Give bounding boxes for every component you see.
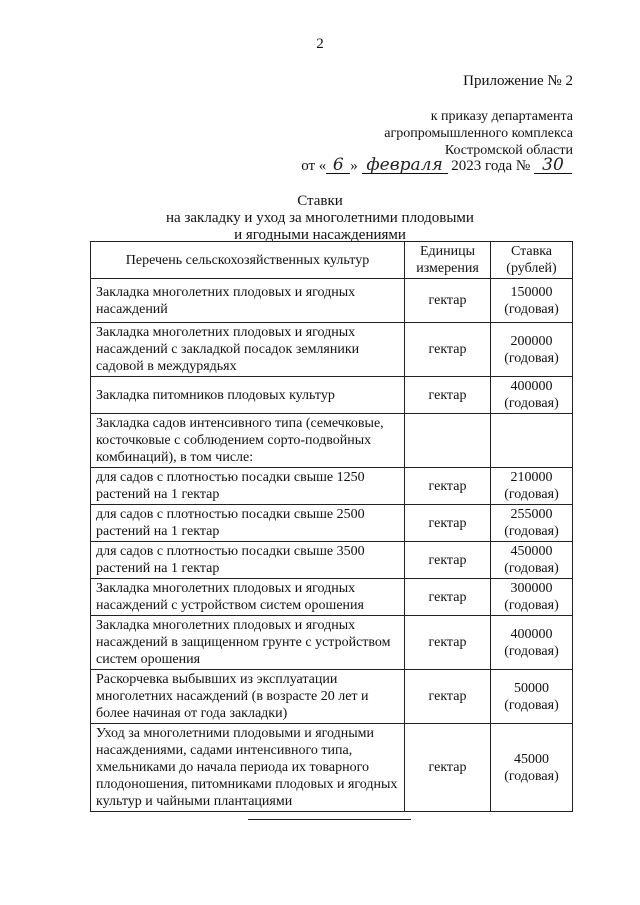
- crop-cell: для садов с плотностью посадки свыше 2500 растений на 1 гектар: [91, 505, 405, 542]
- crop-cell: Закладка многолетних плодовых и ягодных насаждений с закладкой посадок земляники садовой в междурядьях: [91, 323, 405, 377]
- table-header-row: [91, 242, 573, 279]
- table-row: [91, 542, 573, 579]
- rate-cell: 300000 (годовая): [491, 579, 573, 616]
- table-row: [91, 468, 573, 505]
- rate-cell: 50000 (годовая): [491, 670, 573, 724]
- title-line-1: Ставки: [297, 193, 343, 209]
- unit-cell: гектар: [405, 724, 491, 812]
- rate-cell: 400000 (годовая): [491, 377, 573, 414]
- rate-cell: 400000 (годовая): [491, 616, 573, 670]
- document-title: [0, 193, 640, 244]
- crop-cell: Уход за многолетними плодовыми и ягодными насаждениями, садами интенсивного типа, хмельниками до начала периода их товарного плодоношения, питомниками плодовых и ягодных культур и чайными плантациями: [91, 724, 405, 812]
- unit-cell: [405, 414, 491, 468]
- table-row: [91, 377, 573, 414]
- crop-cell: для садов с плотностью посадки свыше 1250 растений на 1 гектар: [91, 468, 405, 505]
- page-number: 2: [316, 36, 324, 52]
- unit-cell: гектар: [405, 670, 491, 724]
- order-number: 30: [534, 157, 572, 174]
- rate-cell: 450000 (годовая): [491, 542, 573, 579]
- order-day: 6: [326, 157, 350, 174]
- order-month: февраля: [362, 157, 448, 174]
- crop-cell: Закладка многолетних плодовых и ягодных насаждений с устройством систем орошения: [91, 579, 405, 616]
- appendix-title: Приложение № 2: [463, 73, 573, 89]
- rates-table: [90, 241, 573, 812]
- crop-cell: Закладка многолетних плодовых и ягодных насаждений: [91, 279, 405, 323]
- unit-cell: гектар: [405, 468, 491, 505]
- crop-cell: Закладка многолетних плодовых и ягодных насаждений в защищенном грунте с устройством систем орошения: [91, 616, 405, 670]
- table-row: [91, 279, 573, 323]
- table-row: [91, 414, 573, 468]
- unit-cell: гектар: [405, 616, 491, 670]
- rate-cell: [491, 414, 573, 468]
- title-line-3: и ягодными насаждениями: [234, 227, 406, 243]
- unit-cell: гектар: [405, 279, 491, 323]
- header-rate: Ставка (рублей): [491, 242, 573, 279]
- unit-cell: гектар: [405, 323, 491, 377]
- header-crops: Перечень сельскохозяйственных культур: [91, 242, 405, 279]
- date-prefix: от «: [301, 158, 327, 174]
- rate-cell: 210000 (годовая): [491, 468, 573, 505]
- order-reference: [384, 108, 573, 159]
- crop-cell: Закладка питомников плодовых культур: [91, 377, 405, 414]
- unit-cell: гектар: [405, 579, 491, 616]
- unit-cell: гектар: [405, 377, 491, 414]
- order-line-3: Костромской области: [444, 143, 573, 158]
- rate-cell: 200000 (годовая): [491, 323, 573, 377]
- closing-rule: [248, 819, 411, 820]
- table-row: [91, 579, 573, 616]
- table-row: [91, 616, 573, 670]
- order-date: [301, 157, 572, 175]
- table-row: [91, 670, 573, 724]
- rate-cell: 255000 (годовая): [491, 505, 573, 542]
- table-row: [91, 323, 573, 377]
- crop-cell: Раскорчевка выбывших из эксплуатации многолетних насаждений (в возрасте 20 лет и более начиная от года закладки): [91, 670, 405, 724]
- rate-cell: 150000 (годовая): [491, 279, 573, 323]
- header-unit: Единицы измерения: [405, 242, 491, 279]
- date-mid: »: [350, 158, 358, 174]
- crop-cell: Закладка садов интенсивного типа (семечковые, косточковые с соблюдением сорто-подвойных комбинаций), в том числе:: [91, 414, 405, 468]
- unit-cell: гектар: [405, 542, 491, 579]
- rate-cell: 45000 (годовая): [491, 724, 573, 812]
- title-line-2: на закладку и уход за многолетними плодовыми: [166, 210, 474, 226]
- table-row: [91, 724, 573, 812]
- order-line-1: к приказу департамента: [430, 109, 573, 124]
- order-year-text: 2023 года №: [451, 158, 531, 174]
- crop-cell: для садов с плотностью посадки свыше 3500 растений на 1 гектар: [91, 542, 405, 579]
- unit-cell: гектар: [405, 505, 491, 542]
- order-line-2: агропромышленного комплекса: [384, 126, 573, 141]
- table-row: [91, 505, 573, 542]
